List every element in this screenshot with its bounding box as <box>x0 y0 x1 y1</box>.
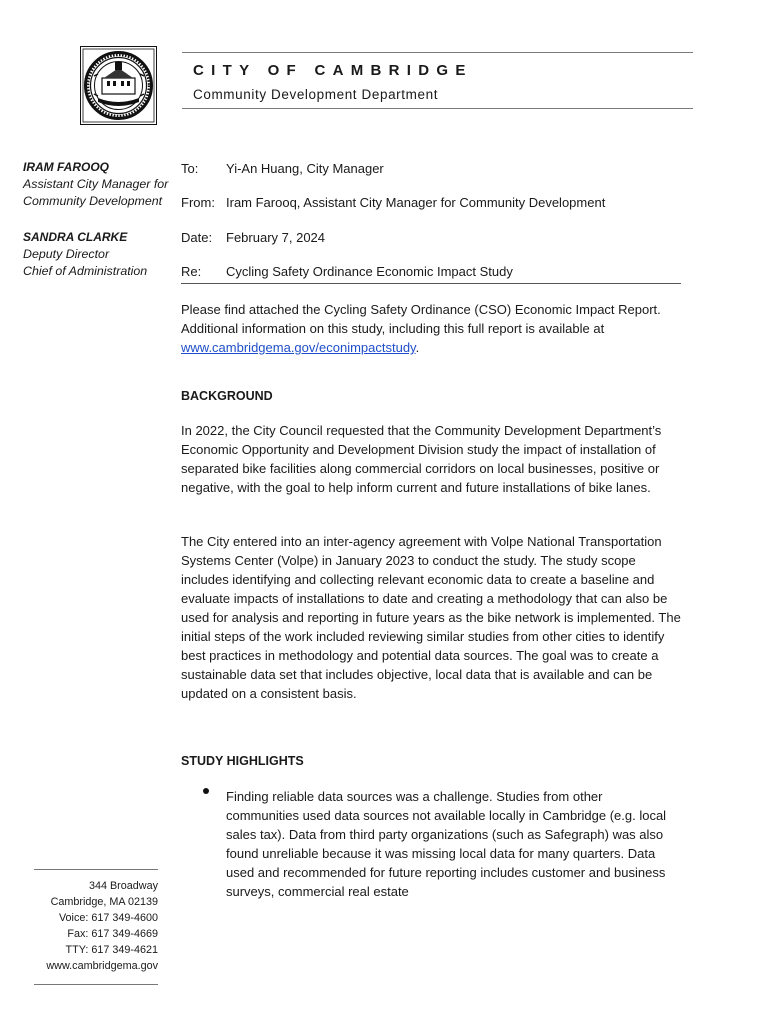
staff-name: SANDRA CLARKE <box>23 230 128 244</box>
staff-block-clarke <box>23 229 147 280</box>
city-seal-logo <box>80 46 157 125</box>
header-bottom-rule <box>182 108 693 109</box>
intro-paragraph <box>181 300 681 357</box>
highlight-bullet-1: Finding reliable data sources was a challenge. Studies from other communities used data sources not available locally in Cambridge (e.g. local sales tax). Data from third party organizations (such as Safegraph) was also found unreliable because it was missing local data for many quarters. Data used and recommended for future reporting includes customer and business surveys, commercial real estate <box>226 789 667 899</box>
staff-title: Community Development <box>23 194 163 208</box>
memo-re-value: Cycling Safety Ordinance Economic Impact Study <box>226 264 513 279</box>
bullet-dot <box>203 788 209 794</box>
memo-from-value: Iram Farooq, Assistant City Manager for Community Development <box>226 195 606 210</box>
intro-text-end: . <box>415 340 420 355</box>
memo-to <box>181 161 384 176</box>
address-web[interactable]: www.cambridgema.gov <box>46 960 158 972</box>
intro-text: Please find attached the Cycling Safety Ordinance (CSO) Economic Impact Report. Additional information on this study, including this full report is available at <box>181 302 661 336</box>
address-block <box>30 878 158 974</box>
memo-date-label: Date: <box>181 230 213 245</box>
address-voice: Voice: 617 349-4600 <box>58 912 158 924</box>
address-fax: Fax: 617 349-4669 <box>67 928 158 940</box>
staff-title: Chief of Administration <box>23 264 148 278</box>
memo-to-label: To: <box>181 161 199 176</box>
background-paragraph-2: The City entered into an inter-agency agreement with Volpe National Transportation Systems Center (Volpe) in January 2023 to conduct the study. The study scope includes identifying and collecting relevant economic data to create a baseline and evaluate impacts of installations to date and creating a methodology that can also be used for analysis and reporting in future years as the bike network is implemented. The initial steps of the work included reviewing similar studies from other cities to identify best practices in methodology and potential data sources. The goal was to create a sustainable data set that includes objective, local data that is available and can be updated on a consistent basis. <box>181 534 681 701</box>
address-city: Cambridge, MA 02139 <box>50 896 158 908</box>
memo-re-label: Re: <box>181 264 202 279</box>
memo-date <box>181 230 325 245</box>
department-name: Community Development Department <box>193 87 439 102</box>
background-paragraph-1: In 2022, the City Council requested that the Community Development Department’s Economic Opportunity and Development Division study the impact of installation of separated bike facilities along commercial corridors on local businesses, positive or negative, with the goal to help inform current and future installations of bike lanes. <box>181 423 662 495</box>
address-top-rule <box>34 869 158 870</box>
header-top-rule <box>182 52 693 53</box>
city-name: CITY OF CAMBRIDGE <box>193 62 473 79</box>
memo-divider <box>181 283 681 284</box>
memo-re <box>181 264 513 279</box>
staff-block-farooq <box>23 159 168 210</box>
staff-title: Assistant City Manager for <box>23 177 169 191</box>
address-tty: TTY: 617 349-4621 <box>65 944 158 956</box>
address-bottom-rule <box>34 984 158 985</box>
highlights-heading: STUDY HIGHLIGHTS <box>181 754 304 768</box>
staff-name: IRAM FAROOQ <box>23 160 109 174</box>
memo-from <box>181 195 605 210</box>
background-heading: BACKGROUND <box>181 389 273 403</box>
memo-from-label: From: <box>181 195 215 210</box>
study-link[interactable]: www.cambridgema.gov/econimpactstudy <box>181 340 416 355</box>
staff-title: Deputy Director <box>23 247 110 261</box>
memo-to-value: Yi-An Huang, City Manager <box>226 161 384 176</box>
memo-date-value: February 7, 2024 <box>226 230 326 245</box>
address-street: 344 Broadway <box>88 880 158 892</box>
